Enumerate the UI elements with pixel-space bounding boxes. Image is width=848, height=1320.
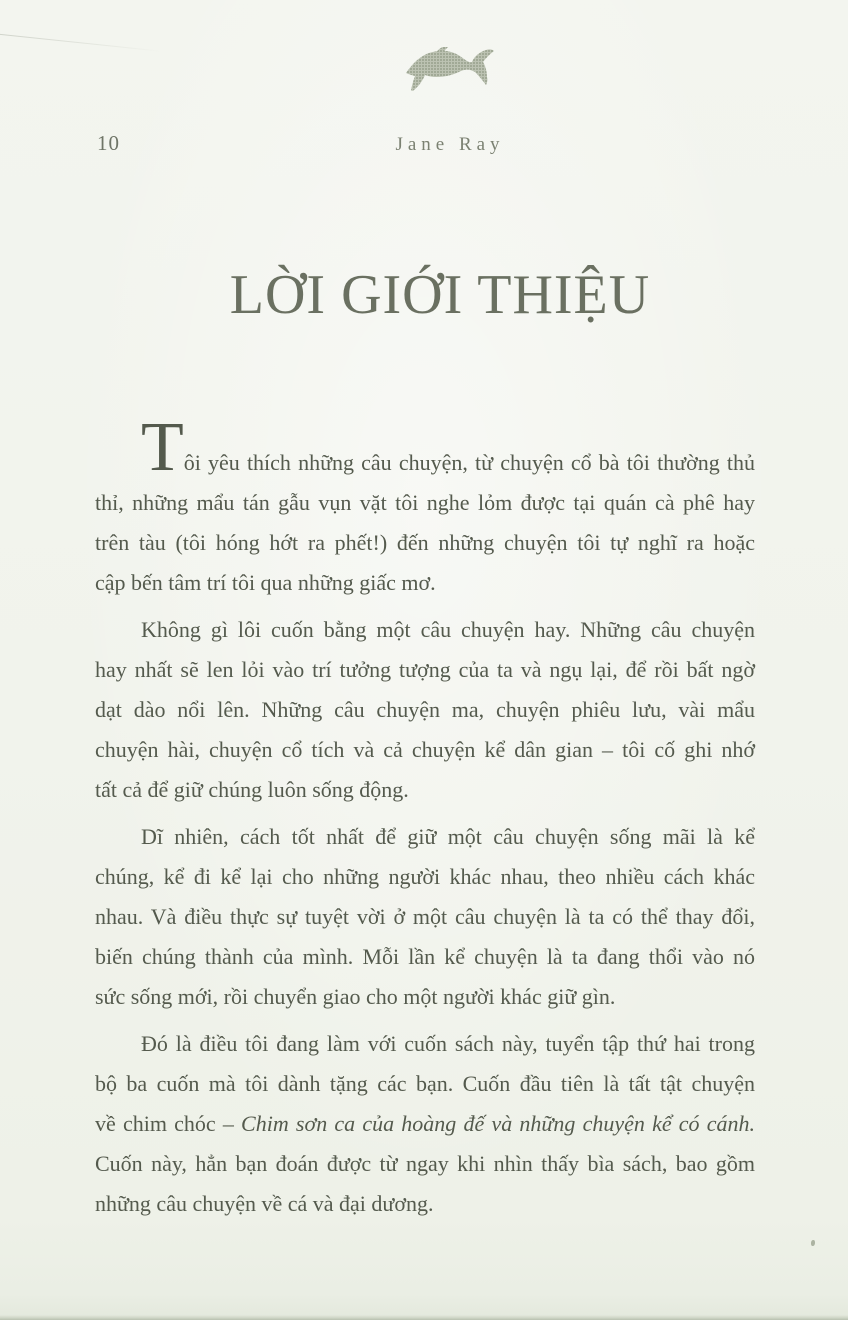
text-line: Cuốn này, hẳn bạn đoán được từ ngay khi nhìn thấy bìa sách, bao gồm xyxy=(95,1151,755,1176)
text-line: dạt dào nổi lên. Những câu chuyện ma, chuyện phiêu lưu, vài mẩu xyxy=(95,697,755,722)
text-line: cập bến tâm trí tôi qua những giấc mơ. xyxy=(95,570,436,595)
ink-speck-artifact xyxy=(811,1240,815,1246)
text-line: hay nhất sẽ len lỏi vào trí tưởng tượng của ta và ngụ lại, để rồi bất ngờ xyxy=(95,657,755,682)
paragraph-1 xyxy=(95,409,755,603)
paragraph-3 xyxy=(95,817,755,1017)
text-line xyxy=(95,409,755,486)
text-line: biến chúng thành của mình. Mỗi lần kể chuyện là ta đang thổi vào nó xyxy=(95,944,755,969)
dolphin-icon xyxy=(398,47,502,95)
text-line: bộ ba cuốn mà tôi dành tặng các bạn. Cuốn đầu tiên là tất tật chuyện xyxy=(95,1071,755,1096)
text-line: chuyện hài, chuyện cổ tích và cả chuyện kể dân gian – tôi cố ghi nhớ xyxy=(95,737,755,762)
text-line: Đó là điều tôi đang làm với cuốn sách này, tuyển tập thứ hai trong xyxy=(141,1031,755,1056)
paragraph-2 xyxy=(95,610,755,810)
text-line: nhau. Và điều thực sự tuyệt vời ở một câu chuyện là ta có thể thay đổi, xyxy=(95,904,755,929)
scan-edge-shadow xyxy=(0,1315,848,1320)
scan-crease-artifact xyxy=(0,33,161,52)
text-line: chúng, kể đi kể lại cho những người khác nhau, theo nhiều cách khác xyxy=(95,864,755,889)
text-line: tất cả để giữ chúng luôn sống động. xyxy=(95,777,409,802)
paragraph-4 xyxy=(95,1024,755,1224)
text-line xyxy=(95,1104,755,1144)
text-line: những câu chuyện về cá và đại dương. xyxy=(95,1191,434,1216)
text-line: sức sống mới, rồi chuyển giao cho một người khác giữ gìn. xyxy=(95,984,616,1009)
referenced-book-title: Chim sơn ca của hoàng đế và những chuyện kể có cánh. xyxy=(241,1111,755,1136)
text-line-content: ôi yêu thích những câu chuyện, từ chuyện cổ bà tôi thường thủ xyxy=(183,450,755,475)
text-line: thỉ, những mẩu tán gẫu vụn vặt tôi nghe lỏm được tại quán cà phê hay xyxy=(95,490,755,515)
body-text xyxy=(95,409,755,1231)
text-line: Dĩ nhiên, cách tốt nhất để giữ một câu chuyện sống mãi là kể xyxy=(141,824,755,849)
text-line: trên tàu (tôi hóng hớt ra phết!) đến những chuyện tôi tự nghĩ ra hoặc xyxy=(95,530,755,555)
text-line-content: về chim chóc – xyxy=(95,1111,242,1136)
running-header: Jane Ray xyxy=(395,134,505,155)
chapter-title: LỜI GIỚI THIỆU xyxy=(229,264,651,326)
drop-cap: T xyxy=(141,409,184,486)
text-line: Không gì lôi cuốn bằng một câu chuyện hay. Những câu chuyện xyxy=(141,617,755,642)
page-number: 10 xyxy=(97,131,120,155)
